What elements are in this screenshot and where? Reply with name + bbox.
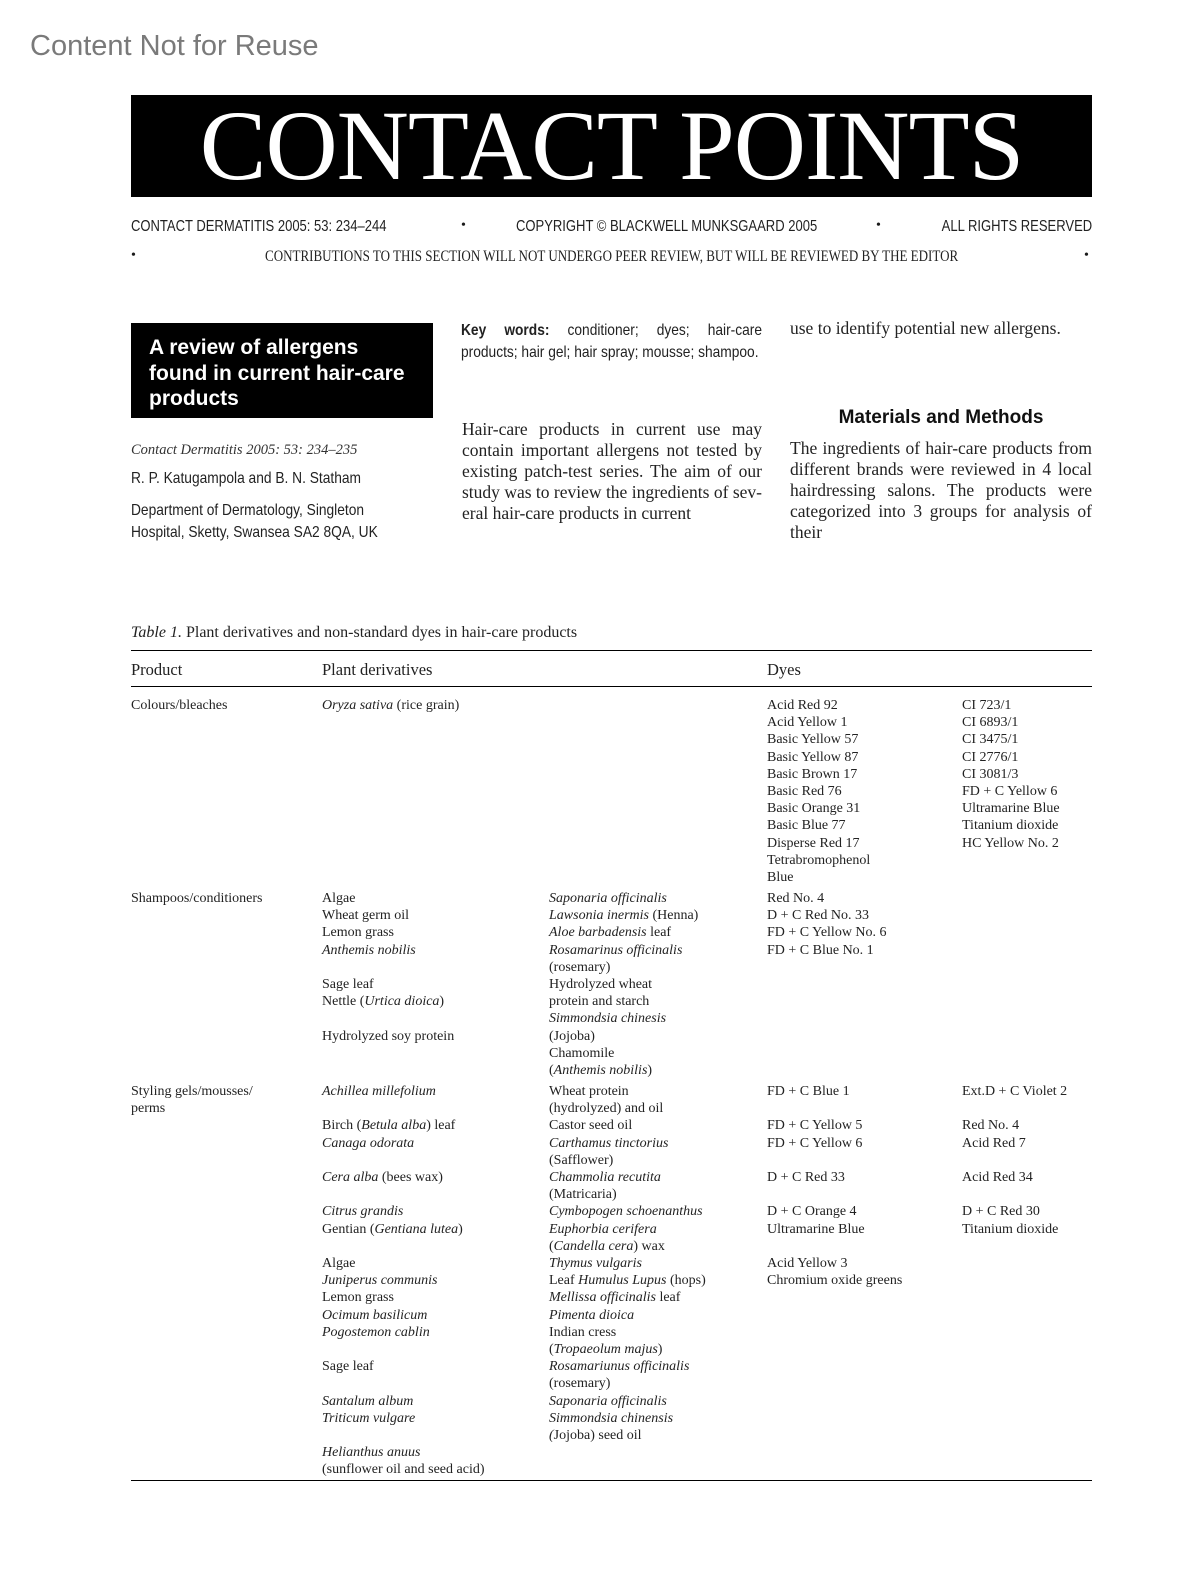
dye-entry: Ultramarine Blue bbox=[962, 801, 1060, 817]
intro-paragraph: Hair-care products in current use may contain important allergens not tested by existing patch-test series. The aim of our study was to review the ingredients of sev-eral hair-care products in current bbox=[462, 419, 762, 523]
dye-entry: HC Yellow No. 2 bbox=[962, 835, 1059, 851]
dye-entry: Basic Yellow 57 bbox=[767, 732, 859, 748]
dye-entry: CI 2776/1 bbox=[962, 749, 1019, 765]
row-styling-dyes-1: FD + C Blue 1 FD + C Yellow 5 FD + C Yellow 6 D + C Red 33 D + C Orange 4 Ultramarine Blue Acid Yellow 3 Chromium oxide greens bbox=[767, 1084, 903, 1289]
table-top-rule bbox=[131, 650, 1092, 651]
header-product: Product bbox=[131, 660, 183, 679]
authors: R. P. Katugampola and B. N. Statham bbox=[131, 470, 361, 487]
table-caption: Table 1. Plant derivatives and non-standard dyes in hair-care products bbox=[131, 624, 578, 641]
article-title-box bbox=[131, 323, 433, 418]
dye-entry: CI 3475/1 bbox=[962, 732, 1019, 748]
dye-entry: Tetrabromophenol bbox=[767, 852, 871, 868]
dye-entry: Basic Orange 31 bbox=[767, 801, 861, 817]
row-product-shampoos: Shampoos/conditioners bbox=[131, 891, 263, 906]
row-styling-plant-1: Achillea millefolium Birch (Betula alba) leaf Canaga odorata Cera alba (bees wax) Citrus grandis Gentian (Gentiana lutea) Algae Juniperus communis Lemon grass Ocimum basilicum Pogostemon cablin Sage leaf Santalum album Triticum vulgare Helianthus anuus (sunflower oil and seed acid) bbox=[322, 1084, 485, 1478]
row-product-colours: Colours/bleaches bbox=[131, 698, 228, 713]
row-shampoos-plant-1: Algae Wheat germ oil Lemon grass Anthemis nobilis Sage leaf Nettle (Urtica dioica) Hydrolyzed soy protein bbox=[322, 891, 455, 1044]
dye-entry: CI 6893/1 bbox=[962, 715, 1019, 731]
table-header-rule bbox=[131, 686, 1092, 687]
header-bullet: • bbox=[461, 218, 466, 233]
methods-paragraph: The ingredients of hair-care products from different brands were reviewed in 4 local hairdressing salons. The products were categorized into 3 groups for analysis of their bbox=[790, 438, 1092, 542]
dye-entry: FD + C Yellow 6 bbox=[962, 784, 1058, 800]
row-styling-plant-2: Wheat protein (hydrolyzed) and oil Castor seed oil Carthamus tinctorius (Safflower) Chammolia recutita (Matricaria) Cymbopogen schoenanthus Euphorbia cerifera (Candella cera) wax Thymus vulgaris Leaf Humulus Lupus (hops) Mellissa officinalis leaf Pimenta dioica Indian cress (Tropaeolum majus) Rosamariunus officinalis (rosemary) Saponaria officinalis Simmondsia chinensis (Jojoba) seed oil bbox=[549, 1084, 706, 1444]
dye-entry: Basic Red 76 bbox=[767, 784, 842, 800]
row-shampoos-plant-2: Saponaria officinalis Lawsonia inermis (Henna) Aloe barbadensis leaf Rosamarinus officinalis (rosemary) Hydrolyzed wheat protein and starch Simmondsia chinesis (Jojoba) Chamomile (Anthemis nobilis) bbox=[549, 891, 699, 1079]
article-title: A review of allergens found in current hair-care products bbox=[149, 336, 405, 410]
row-colours-plant: Oryza sativa (rice grain) bbox=[322, 698, 460, 713]
notice-bullet: • bbox=[131, 248, 136, 263]
dye-entry: CI 723/1 bbox=[962, 698, 1012, 713]
watermark: Content Not for Reuse bbox=[30, 30, 319, 62]
row-styling-dyes-2: Ext.D + C Violet 2 Red No. 4 Acid Red 7 Acid Red 34 D + C Red 30 Titanium dioxide bbox=[962, 1084, 1068, 1237]
row-product-styling: Styling gels/mousses/ perms bbox=[131, 1084, 253, 1117]
dye-entry: CI 3081/3 bbox=[962, 766, 1019, 782]
section-title: CONTACT POINTS bbox=[199, 90, 1024, 201]
dye-entry: Disperse Red 17 bbox=[767, 835, 860, 851]
dye-entry: D + C Red No. 33 bbox=[767, 908, 870, 924]
header-dyes: Dyes bbox=[767, 660, 801, 679]
journal-citation-header: CONTACT DERMATITIS 2005: 53: 234–244 bbox=[131, 218, 387, 235]
dye-entry: Blue bbox=[767, 870, 794, 886]
dye-entry: FD + C Blue No. 1 bbox=[767, 942, 874, 958]
keywords-label: Key words: bbox=[461, 322, 550, 339]
row-colours-dyes-1 bbox=[767, 697, 870, 886]
dye-entry: Basic Yellow 87 bbox=[767, 749, 859, 765]
dye-entry: Basic Brown 17 bbox=[767, 766, 858, 782]
row-shampoos-dyes-1 bbox=[767, 890, 887, 959]
peer-review-notice: CONTRIBUTIONS TO THIS SECTION WILL NOT UNDERGO PEER REVIEW, BUT WILL BE REVIEWED BY THE EDITOR bbox=[264, 248, 959, 265]
table-bottom-rule bbox=[131, 1480, 1092, 1481]
keywords bbox=[461, 320, 762, 363]
row-colours-dyes-2 bbox=[962, 697, 1060, 852]
dye-entry: Titanium dioxide bbox=[962, 818, 1059, 834]
dye-entry: Acid Yellow 1 bbox=[767, 715, 848, 731]
header-bullet: • bbox=[876, 218, 881, 233]
header-plant-derivatives: Plant derivatives bbox=[322, 660, 433, 679]
dye-entry: Acid Red 92 bbox=[767, 698, 838, 713]
section-banner bbox=[131, 90, 1092, 201]
intro-continuation: use to identify potential new allergens. bbox=[790, 318, 1061, 338]
keywords-list: conditioner; dyes; hair-care products; hair gel; hair spray; mousse; shampoo. bbox=[461, 322, 762, 361]
methods-heading: Materials and Methods bbox=[838, 407, 1044, 428]
notice-bullet: • bbox=[1084, 248, 1089, 263]
article-citation: Contact Dermatitis 2005: 53: 234–235 bbox=[131, 442, 358, 458]
copyright-header: COPYRIGHT © BLACKWELL MUNKSGAARD 2005 bbox=[516, 218, 818, 235]
dye-entry: Red No. 4 bbox=[767, 891, 825, 906]
dye-entry: Basic Blue 77 bbox=[767, 818, 846, 834]
rights-header: ALL RIGHTS RESERVED bbox=[941, 218, 1092, 235]
dye-entry: FD + C Yellow No. 6 bbox=[767, 925, 887, 941]
affiliation: Department of Dermatology, Singleton Hospital, Sketty, Swansea SA2 8QA, UK bbox=[131, 502, 378, 541]
